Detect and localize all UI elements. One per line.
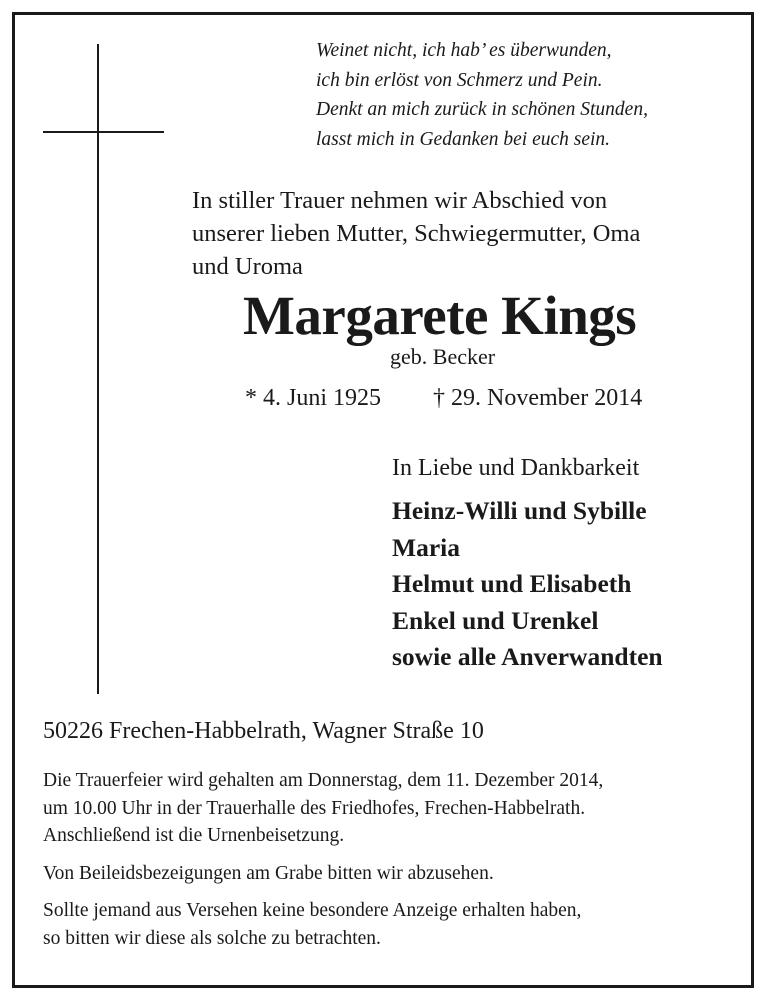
notes bbox=[43, 767, 603, 962]
poem bbox=[316, 36, 648, 154]
mourner: sowie alle Anverwandten bbox=[392, 642, 663, 671]
funeral-info bbox=[43, 767, 603, 850]
mourner: Helmut und Elisabeth bbox=[392, 569, 632, 598]
intro-text bbox=[192, 184, 640, 283]
mourner: Maria bbox=[392, 532, 460, 562]
mourners-list bbox=[392, 493, 663, 676]
mourner: Enkel und Urenkel bbox=[392, 605, 599, 635]
address: 50226 Frechen-Habbelrath, Wagner Straße 10 bbox=[43, 718, 484, 744]
cross-vertical-bar bbox=[97, 44, 99, 694]
cross-horizontal-bar bbox=[43, 131, 164, 133]
death-date: † 29. November 2014 bbox=[433, 385, 643, 411]
funeral-line: um 10.00 Uhr in der Trauerhalle des Friedhofes, Frechen-Habbelrath. bbox=[43, 797, 586, 819]
poem-line: Denkt an mich zurück in schönen Stunden, bbox=[316, 99, 648, 120]
intro-line: unserer lieben Mutter, Schwiegermutter, Oma bbox=[192, 220, 641, 247]
intro-line: In stiller Trauer nehmen wir Abschied von bbox=[192, 187, 608, 214]
intro-line: und Uroma bbox=[192, 253, 303, 280]
poem-line: lasst mich in Gedanken bei euch sein. bbox=[316, 128, 611, 150]
poem-line: ich bin erlöst von Schmerz und Pein. bbox=[316, 69, 603, 91]
notice-note bbox=[43, 897, 603, 952]
funeral-line: Anschließend ist die Urnenbeisetzung. bbox=[43, 825, 345, 846]
mourner: Heinz-Willi und Sybille bbox=[392, 496, 647, 525]
maiden-name: geb. Becker bbox=[390, 344, 496, 369]
poem-line: Weinet nicht, ich hab’ es überwunden, bbox=[316, 40, 612, 61]
condolences-note: Von Beileidsbezeigungen am Grabe bitten wir abzusehen. bbox=[43, 862, 494, 884]
notice-line: so bitten wir diese als solche zu betrachten. bbox=[43, 927, 381, 949]
funeral-line: Die Trauerfeier wird gehalten am Donnerstag, dem 11. Dezember 2014, bbox=[43, 770, 604, 791]
thanks-line: In Liebe und Dankbarkeit bbox=[392, 455, 640, 481]
notice-line: Sollte jemand aus Versehen keine besondere Anzeige erhalten haben, bbox=[43, 900, 582, 921]
deceased-name: Margarete Kings bbox=[243, 285, 637, 346]
birth-date: * 4. Juni 1925 bbox=[245, 385, 382, 411]
